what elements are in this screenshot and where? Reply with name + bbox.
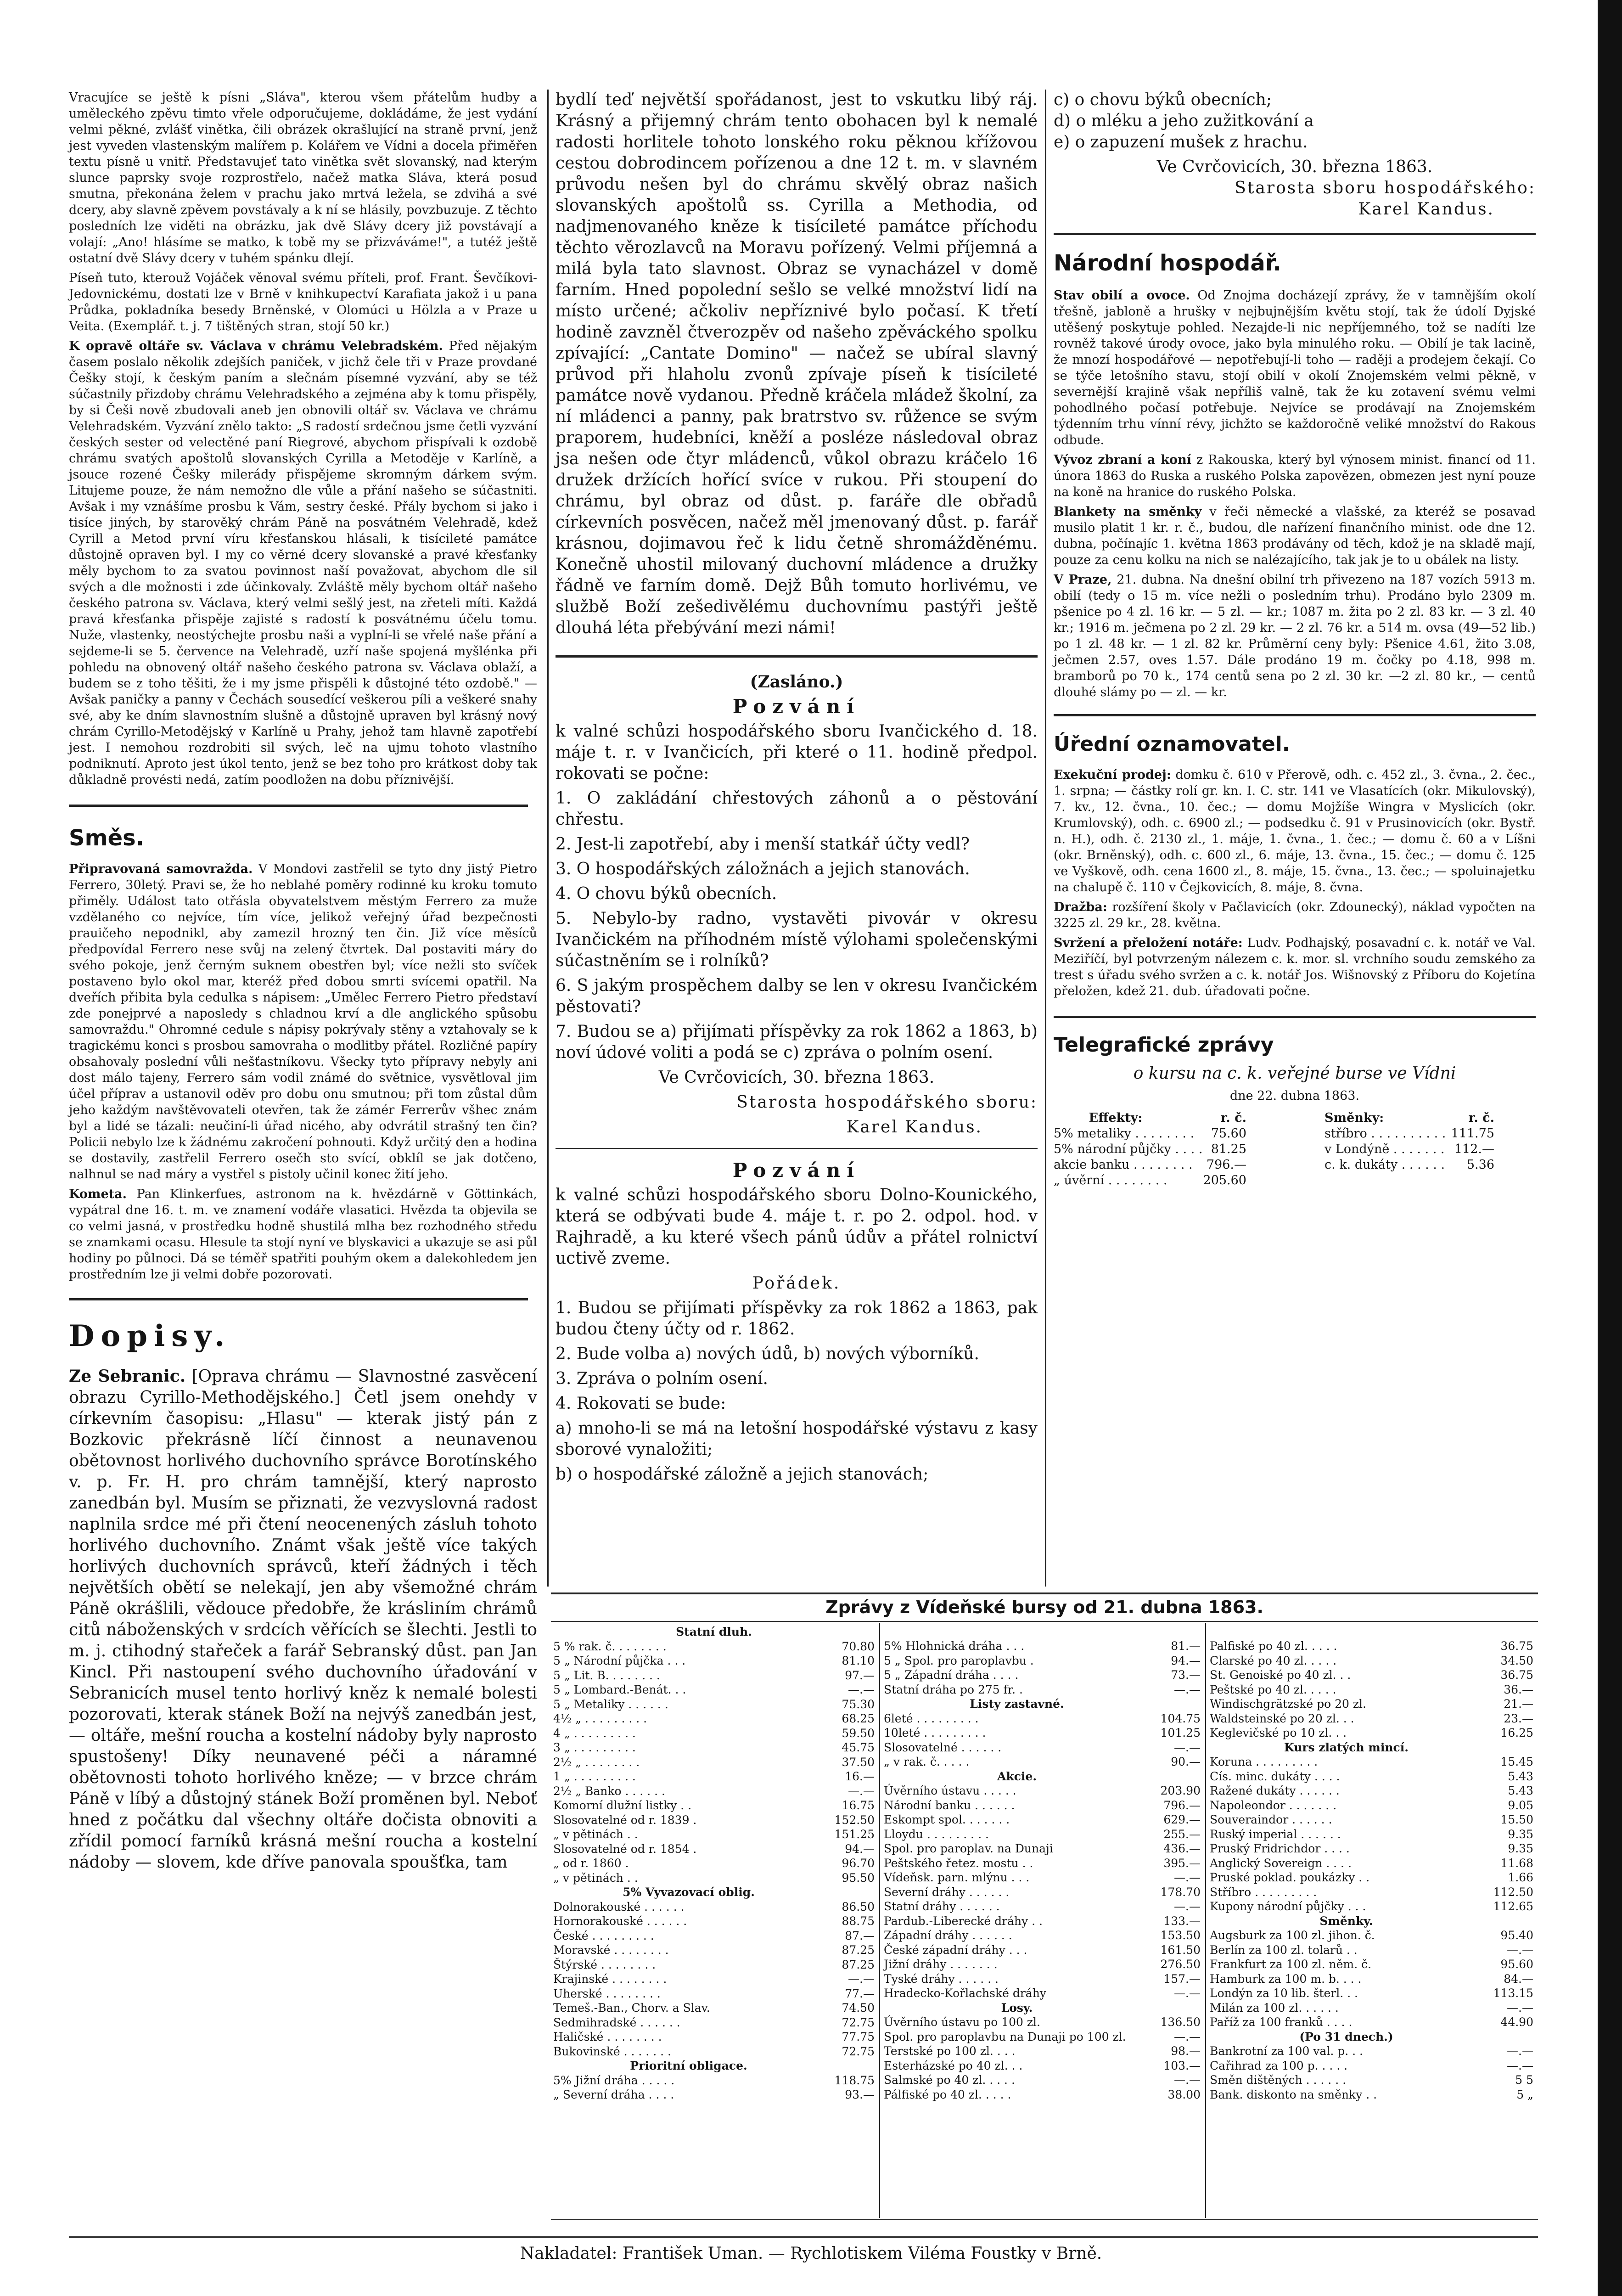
table-row: Severní dráhy . . . . . . 178.70: [884, 1885, 1201, 1899]
table-row: Spol. pro paroplavbu na Dunaji po 100 zl. —.—: [884, 2030, 1201, 2043]
column-1: [69, 90, 537, 1872]
table-row: 3 „ . . . . . . . . . 45.75: [553, 1741, 875, 1754]
bursa-column-3: [1210, 1639, 1533, 2102]
table-row: Esterházské po 40 zl. . . 103.—: [884, 2059, 1201, 2072]
table-row: Waldsteinské po 20 zl. . . 23.—: [1210, 1711, 1533, 1725]
list-item: 1. Budou se přijímati příspěvky za rok 1862 a 1863, pak budou čteny účty od r. 1862.: [556, 1299, 1038, 1339]
table-subheader: Akcie.: [997, 1769, 1037, 1783]
effects-table: [1054, 1110, 1292, 1188]
table-row: Peštského řetez. mostu . . 395.—: [884, 1856, 1201, 1870]
table-row: Úvěrního ústavu po 100 zl. 136.50: [884, 2015, 1201, 2029]
table-row: Úvěrního ústavu . . . . . 203.90: [884, 1784, 1201, 1797]
section-divider: [69, 805, 528, 807]
section-divider: [556, 655, 1038, 658]
article-paragraph: K opravě oltáře sv. Václava v chrámu Velebradském. Před nějakým časem poslalo několik zdejších paniček, v jichž čele tři v Praze provdané Češky stojí, k českým paním a slečnám písemné vyzvání, aby se též súčastnily přizdoby chrámu Velehradského a zejména aby k tomu přispěly, by si Češi nově zbudovali aneb jen obnovili oltář sv. Václava ve chrámu Velehradském. Vyzvání znělo takto: „S radostí srdečnou jsme četli vyzvání českých sester od velectěné paní Riegrové, abychom přispívali k ozdobě chrámu svatých apoštolů slovanských Cyrilla a Metoděje v Karlíně, a jsouce rozené Češky milerády přispějeme skromným dárkem svým. Litujeme pouze, že nám nemožno dle vůle a přání našeho se súčastniti. Avšak i my vznášíme prosbu k Vám, sestry české. Přály bychom si jako i tisíce jiných, by starověký chrám Páně na posvátném Velehradě, kdež Cyrill a Metod první víru křesťanskou hlásali, k tisícileté památce důstojně opraven byl. I my co věrné dcery slovanské a pravé křesťanky měly bychom to za svatou povinnost naší považovat, abychom dle sil svých a dle možnosti i zde účinkovaly. Zvláště měly bychom oltář našeho českého patrona sv. Václava, který velmi sešlý jest, na zřeteli míti. Každá pravá křesťanka přispěje zajisté s radostí k posvátnému účelu tomu. Nuže, vlastenky, neostýchejte prosbu naši a vyplní-li se vřelé naše přání a sejdeme-li se 5. července na Velehradě, uzří naše spojená myšlénka při pohledu na obnovený oltář našeho českého patrona sv. Václava oblaží, a budem se z toho těšiti, že i my jsme přispěli k důstojné této ozdobě." — Avšak paničky a panny v Čechách sousedící veškerou píli a veškeré snahy své, aby ke dním slavnostním slušně a důstojně upraven byl krásný nový chrám Cyrillo-Metodějský v Karlíně u Prahy, jehož tam hlavně zapotřebí jest. I nemohou rozdrobiti sil svých, leč na ujmu tohoto vlastního podniknutí. Aproto jest úkol tento, jenž se bez toho pro krátkost doby tak důkladně provésti nedá, zatím poodložen na dobu příznivější.: [69, 339, 537, 787]
article-paragraph: Stav obilí a ovoce. Od Znojma docházejí zprávy, že v tamnějším okolí třešně, jabloně a hrušky v nejbujnějším květu stojí, tak že údolí Dyjské utěšený poskytuje pohled. Nezajde-li nic nepříjemného, tož se nadíti lze rovněž takové úrody ovoce, jako byla minulého roku. — Obilí je tak lacině, že mnozí hospodářové — nepotřebují-li toho — raději a prodejem čekají. Co se týče letošního stavu, stojí obilí v okolí Znojemském velmi pěkně, v severnější krajině však nepříliš valně, tak že ku zotavení svému velmi pohodlného počasí potřebuje. Nejvíce se prodávají na Znojemském týdenním trhu vínní révy, jichžto se každoročně veliké množství do Rakous odbude.: [1054, 288, 1536, 447]
article-paragraph: Ze Sebranic. [Oprava chrámu — Slavnostné zasvěcení obrazu Cyrillo-Methodějského.] Četl jsem onehdy v církevním časopisu: „Hlasu" — kterak jistý pán z Bozkovic překrásně líčí činnost a neunavenou obětovnost horlivého duchovního správce Borotínského v. p. Fr. H. pro chrám tamnější, který naprosto zanedbán byl. Musím se přiznati, že vezvyslovná radost naplnila srdce mé při čtení neocenených zásluh tohoto horlivého duchovního. Známt však ještě více takých horlivých duchovních správců, kteří žádných i těch největších obětí se nelekají, jen aby všemožné chrám Páně okrášlili, vědouce předobře, že krásliním chrámů citů náboženských v srdcích věřících se šlechti. Jestli to m. j. ctihodný stařeček a farář Sebranský důst. pan Jan Kincl. Při nastoupení svého duchovního úřadování v Sebranicích musel tento horlivý kněz k nemalé bolesti pozorovati, kterak stánek Boží na nejvýš zanedbán jest, — oltáře, mešní roucha a kostelní nádoby byly naprosto spustošeny! Díky neunavené péči a náramné obětovnosti tohoto horlivého kněze; — v brzce chrám Páně v líbý a důstojný stánek Boží proměnen byl. Neboť hned z počátku dal všechny oltáře dočista obnoviti a zřídil pomocí farníků krásná mešní roucha a kostelní nádoby — slovem, kde dříve panovala spoušťka, tam: [69, 1367, 537, 1872]
telegraph-date: dne 22. dubna 1863.: [1229, 1089, 1360, 1103]
telegraph-table: [1054, 1110, 1536, 1188]
table-subheader: 5% Vyvazovací oblig.: [623, 1885, 755, 1899]
table-row: Londýn za 10 lib. šterl. . . 113.15: [1210, 1986, 1533, 2000]
table-row: 5 % rak. č. . . . . . . . 70.80: [553, 1639, 875, 1653]
table-row: Směn dištěných . . . . . . 5 5: [1210, 2073, 1533, 2087]
bursa-col-rule: [1205, 1623, 1206, 2218]
table-header: Effekty: r. č.: [1089, 1111, 1246, 1125]
list-item: 6. S jakým prospěchem dalby se len v okresu Ivančickém pěstovati?: [556, 976, 1038, 1016]
table-row: Kupony národní půjčky . . . 112.65: [1210, 1900, 1533, 1913]
column-rule: [1045, 90, 1046, 1587]
bursa-title: Zprávy z Vídeňské bursy od 21. dubna 1863.: [825, 1597, 1263, 1617]
article-heading: K opravě oltáře sv. Václava v chrámu Velebradském.: [69, 339, 443, 353]
table-row: Terstské po 100 zl. . . . 98.—: [884, 2044, 1201, 2058]
table-row: St. Genoiské po 40 zl. . . 36.75: [1210, 1668, 1533, 1682]
bills-table: [1292, 1110, 1522, 1188]
signature-role: Starosta hospodářského sboru:: [736, 1093, 1038, 1112]
table-row: Slosovatelné od r. 1839 . 152.50: [553, 1813, 875, 1827]
section-title-telegraficke-zpravy: Telegrafické zprávy: [1054, 1033, 1274, 1057]
list-item: c) o chovu býků obecních;: [1054, 90, 1272, 109]
table-row: 5 „ Národní půjčka . . . 81.10: [553, 1654, 875, 1667]
table-row: Slosovatelné . . . . . . —.—: [884, 1740, 1201, 1754]
article-paragraph: Vracujíce se ještě k písni „Sláva", kterou všem přátelům hudby a uměleckého zpěvu timto vřele odporučujeme, dokládáme, že jest vydání velmi pěkné, zvlášť vinětka, čili obrázek okrašlující na straně první, jenž jest vyveden vlastenským malířem p. Kolářem ve Vídni a docela přiměřen textu písně u vnitř. Představujeť tato vinětka svět slovanský, nad kterým slunce paprsky svoje rozprostřelo, načež matka Sláva, která posud smutna, překonána želem v prachu jako mrtvá ležela, se zdvihá a své dcery, aby slavně zpěvem povstávaly a k ní se hlásily, povzbuzuje. Z těchto posledních lze viděti na obrázku, jak dvě Slávy dcery již povstávají a volají: „Ano! hlásíme se matko, k tobě my se přizváváme!", a tutéž ještě ostatní dvě Slávy dcery v tuhém spánku dlejí.: [69, 90, 537, 265]
list-item: 3. O hospodářských záložnách a jejich stanovách.: [556, 860, 970, 878]
table-row: Pruský Fridrichdor . . . . 9.35: [1210, 1842, 1533, 1855]
table-row: Ruský imperial . . . . . . 9.35: [1210, 1827, 1533, 1841]
table-row: Statní dráha po 275 fr. . —.—: [884, 1683, 1201, 1696]
column-2: [556, 90, 1038, 1587]
table-row: Bankrotní za 100 val. p. . . —.—: [1210, 2044, 1533, 2058]
table-row: Napoleondor . . . . . . . 9.05: [1210, 1798, 1533, 1812]
table-row: Pardub.-Liberecké dráhy . . 133.—: [884, 1914, 1201, 1928]
article-paragraph: Připravovaná samovražda. V Mondovi zastřelil se tyto dny jistý Pietro Ferrero, 30letý. Pravi se, že ho neblahé poměry rodinné ku kroku tomuto přiměly. Událost tato otřásla obyvatelstvem městým Ferrero za muže vzdělaného co nejvíce, tím více, jelikož veřejný úřad bezpečnosti prauičeho nepodnikl, aby zamezil hrozný ten čin. Již více měsíců předpovídal Ferrero nese svůj na zelený čtvrtek. Dal postaviti máry do svého pokoje, jenž černým suknem obestřen byl; více nežli sto svíček postaveno bylo okol mar, kteréž před dobou smrti svícemi opatřil. Na dveřích přibita byla cedulka s nápisem: „Umělec Ferrero Pietro představí zde ponejprvé a naposledy s chladnou krví a dle anglického spůsobu samovraždu." Ohromné cedule s nápisy pokrývaly stěny a vztahovaly se k tragickému konci s prosbou samovraha o modlitby přátel. Rozličné papíry obsahovaly poslední vůli nešťastníkovu. Všecky tyto přípravy nebyly ani dost málo tajeny, Ferrero sám vodil známé do světnice, vysvětloval jim účel příprav a ustanovil oděv pro dobu onu smutnou; při tom zůstal dům jeho každým navštěvovateli otevřen, tak že zámér Ferrerův všhec znám byl a lidé se tázali: neučiní-li úřad nicého, aby odvrátil strašný ten čin? Policii nebylo lze k žádnému zakročení pohnouti. Když určitý den a hodina se dostavily, zastřelil Ferrero osečh sto svící, obklíl se jak dotčeno, nalhnul se nad máry a vystřel s pistoly učinil konec žití jeho.: [69, 862, 537, 1182]
invitation-items: [556, 788, 1038, 1064]
table-row: Bank. diskonto na směnky . . 5 „: [1210, 2088, 1533, 2101]
table-row: Koruna . . . . . . . . . 15.45: [1210, 1755, 1533, 1768]
table-row: Eskompt spol. . . . . . . 629.—: [884, 1813, 1201, 1826]
scan-edge: [1598, 0, 1622, 2296]
table-row: „ od r. 1860 . 96.70: [553, 1857, 875, 1870]
list-item: e) o zapuzení mušek z hrachu.: [1054, 133, 1308, 152]
invitation-intro: k valné schůzi hospodářského sboru Ivančického d. 18. máje t. r. v Ivančicích, při které o 11. hodině předpol. rokovati se počne:: [556, 722, 1038, 783]
table-row: 5 „ Spol. pro paroplavbu . 94.—: [884, 1654, 1201, 1667]
article-paragraph: Kometa. Pan Klinkerfues, astronom na k. hvězdárně v Göttinkách, vypátral dne 16. t. m. ve znamení vodáře vlasatici. Hvězda ta objevila se co velmi jasná, v prostředku hodně shustilá mlha bez rozhodného středu se znamkami ocasu. Hlesule ta stojí nyní ve blyskavici a ukazuje se asi půl hodiny po půlnoci. Dá se téměř spatřiti pouhým okem a dalekohledem jen prostředním lze ji velmi dobře pozorovati.: [69, 1187, 537, 1282]
place-date: Ve Cvrčovicích, 30. března 1863.: [658, 1068, 935, 1087]
table-row: Milán za 100 zl. . . . . . —.—: [1210, 2001, 1533, 2015]
table-row: Berlín za 100 zl. tolarů . . —.—: [1210, 1943, 1533, 1957]
article-paragraph: Exekuční prodej: domku č. 610 v Přerově, odh. c. 452 zl., 3. čvna., 2. čec., 1. srpna; — částky rolí gr. kn. I. C. str. 141 ve Vlasatících (okr. Mikulovský), 7. kv., 12. čvna., 10. čec.; — domu Mojžíše Wingra v Myslicích (okr. Krumlovský), odh. c. 6900 zl.; — podsedku č. 91 v Prusinovicích (okr. Bystř. n. H.), odh. č. 2130 zl., 1. máje, 1. čvna., 1. čec.; — domu č. 60 a v Líšni (okr. Brněnský), odh. c. 600 zl., 6. máje, 13. čvna., 15. čec.; — domu č. 125 ve Vyškově, odh. cena 1600 zl., 8. máje, 15. čvna., 13. čec.; — spoluinajetku na chalupě č. 110 v Čejkovicích, 8. máje, 8. čvna.: [1054, 768, 1536, 895]
table-row: Augsburk za 100 zl. jihon. č. 95.40: [1210, 1929, 1533, 1942]
table-row: Windischgrätzské po 20 zl. 21.—: [1210, 1697, 1533, 1711]
table-row: Národní banku . . . . . . 796.—: [884, 1798, 1201, 1812]
table-row: Cařihrad za 100 p. . . . . —.—: [1210, 2059, 1533, 2072]
table-row: 10leté . . . . . . . . . 101.25: [884, 1726, 1201, 1739]
signature-role: Starosta sboru hospodářského:: [1235, 179, 1536, 197]
table-subheader: (Po 31 dnech.): [1299, 2030, 1393, 2043]
table-row: Ražené dukáty . . . . . . 5.43: [1210, 1784, 1533, 1797]
zaslano-label: (Zasláno.): [750, 672, 843, 692]
table-row: „ v rak. č. . . . . 90.—: [884, 1755, 1201, 1768]
table-row: „ v pětinách . . 151.25: [553, 1828, 875, 1841]
table-row: 4½ „ . . . . . . . . . 68.25: [553, 1712, 875, 1725]
table-row: 4 „ . . . . . . . . . 59.50: [553, 1726, 875, 1740]
table-row: Anglický Sovereign . . . . 11.68: [1210, 1856, 1533, 1870]
section-title-narodni-hospodar: Národní hospodář.: [1054, 250, 1281, 276]
table-row: 5% metaliky . . . . . . . . 75.60: [1054, 1126, 1246, 1141]
bursa-bottom-rule: [551, 2219, 1538, 2220]
table-row: Spol. pro paroplav. na Dunaji 436.—: [884, 1842, 1201, 1855]
section-divider: [69, 1298, 528, 1300]
table-row: Pruské poklad. poukázky . . 1.66: [1210, 1871, 1533, 1884]
table-row: Západní dráhy . . . . . . 153.50: [884, 1929, 1201, 1942]
table-subheader: Směnky.: [1319, 1914, 1373, 1928]
table-row: Vídeňsk. parn. mlýnu . . . —.—: [884, 1871, 1201, 1884]
table-row: Pálfiské po 40 zl. . . . . 38.00: [884, 2088, 1201, 2101]
table-row: „ Severní dráha . . . . 93.—: [553, 2088, 875, 2101]
signature-name: Karel Kandus.: [1358, 200, 1494, 219]
section-divider: [1054, 233, 1536, 235]
table-row: Peštské po 40 zl. . . . . 36.—: [1210, 1683, 1533, 1696]
table-subheader: Listy zastavné.: [970, 1697, 1064, 1711]
table-row: Sedmihradské . . . . . . 72.75: [553, 2015, 875, 2029]
table-row: Bukovinské . . . . . . . 72.75: [553, 2044, 875, 2058]
list-item: 4. O chovu býků obecních.: [556, 884, 777, 903]
article-paragraph: Svržení a přeložení notáře: Ludv. Podhajský, posavadní c. k. notář ve Val. Meziříčí, byl potvrzeným nálezem c. k. mor. sl. vrchního soudu zemského za trest s úřadu svého svržen a c. k. notář Jos. Wišnovský z Příboru do Kojetína přeložen, kdež 21. dub. úřadovati počne.: [1054, 936, 1536, 998]
table-row: Statní dráhy . . . . . . —.—: [884, 1900, 1201, 1913]
table-row: Temeš.-Ban., Chorv. a Slav. 74.50: [553, 2001, 875, 2015]
section-divider: [556, 1148, 1038, 1149]
table-row: v Londýně . . . . . . . 112.—: [1325, 1142, 1494, 1156]
article-paragraph: Vývoz zbraní a koní z Rakouska, který byl výnosem minist. financí od 11. února 1863 do Ruska a ruského Polska zapovězen, obmezen jest nyní pouze na koně na hranice do ruského Polska.: [1054, 453, 1536, 499]
list-item: 7. Budou se a) přijímati příspěvky za rok 1862 a 1863, b) noví údové voliti a podá se c) zpráva o polním osení.: [556, 1022, 1038, 1062]
signature-name: Karel Kandus.: [846, 1118, 982, 1137]
bursa-top-rule: [551, 1593, 1538, 1594]
table-row: 2½ „ . . . . . . . . 37.50: [553, 1755, 875, 1769]
article-paragraph: Blankety na směnky v řeči německé a vlašské, za kteréž se posavad musilo platit 1 kr. r. č., budou, dle nařízení finančního minist. ode dne 12. dubna, počínajíc 1. května 1863 prodávány od těch, kdož je na skladě mají, pouze za cenu kolku na nich se nalézajícího, tak jak je to u obálek na listy.: [1054, 505, 1536, 567]
table-row: 6leté . . . . . . . . . 104.75: [884, 1711, 1201, 1725]
table-header: Statní dluh.: [676, 1625, 752, 1638]
list-item: d) o mléku a jeho zužitkování a: [1054, 112, 1314, 130]
bursa-column-1: [553, 1625, 875, 2102]
bursa-col-rule: [879, 1623, 880, 2218]
bursa-title-rule: [551, 1621, 1538, 1622]
section-title-uredni-oznamovatel: Úřední oznamovatel.: [1054, 732, 1290, 756]
table-row: Slosovatelné od r. 1854 . 94.—: [553, 1842, 875, 1856]
list-item: 4. Rokovati se bude:: [556, 1394, 726, 1413]
table-row: 5 „ Metaliky . . . . . . 75.30: [553, 1697, 875, 1711]
table-row: Lloydu . . . . . . . . . 255.—: [884, 1827, 1201, 1841]
bursa-column-2: [884, 1639, 1201, 2102]
table-row: 5% Jižní dráha . . . . . 118.75: [553, 2073, 875, 2087]
place-date: Ve Cvrčovicích, 30. března 1863.: [1156, 158, 1433, 176]
list-item: a) mnoho-li se má na letošní hospodářské výstavu z kasy sborové vynaložiti;: [556, 1419, 1038, 1459]
list-item: 3. Zpráva o polním osení.: [556, 1369, 768, 1388]
table-row: Jižní dráhy . . . . . . . 276.50: [884, 1958, 1201, 1971]
invitation-title: Pozvání: [732, 695, 861, 718]
column-3: [1054, 90, 1536, 1587]
table-row: Paříž za 100 franků . . . . 44.90: [1210, 2015, 1533, 2029]
table-row: Cís. minc. dukáty . . . . 5.43: [1210, 1769, 1533, 1783]
article-paragraph: bydlí teď největší spořádanost, jest to vskutku libý ráj. Krásný a přijemný chrám tento obohacen byl k nemalé radosti horlitele tohoto lonského roku pěknou křížovou cestou dobrodincem pořízenou a dne 12 t. m. v slavném průvodu nešen byl do chrámu skvělý obraz našich slovanských apoštolů ss. Cyrilla a Methodia, od nadjmenovaného kněze k tisícileté památce příchodu těchto věrozlavců na Moravu pořízený. Velmi příjemná a milá byla tato slavnost. Obraz se vynacházel v domě farním. Hned popolední sešlo se velké množství lidí na místo určené; ačkoliv nepříznivé bylo počasí. K třetí hodině zavzněl čtverozpěv od našeho zpěváckého spolku zpívající: „Cantate Domino" — načež se ubíral slavný průvod při hlaholu zvonů zpívaje píseň k tisícileté památce nově vydanou. Předně kráčela mládež školní, za ní mládenci a panny, pak bratrstvo sv. růžence se svým praporem, hudebníci, kněží a posléze následoval obraz jsa nešen ode čtyr mládenců, vůkol obrazu kráčelo 16 družek držících hořící svíce v rukou. Při stoupení do chrámu, byl obraz od důst. p. faráře dle obřadů církevních posvěcen, načež měl jmenovaný důst. p. farář krásnou, dojimavou řeč k lidu četně shromážděnému. Konečně uhostil milovaný duchovní mládence a družky řádně ve farním domě. Dejž Bůh tomuto horlivému, ve službě Boží zešedivělému duchovnímu pastýři ještě dlouhá léta přebývání mezi námi!: [556, 90, 1038, 637]
invitation-intro: k valné schůzi hospodářského sboru Dolno-Kounického, která se odbývati bude 4. máje t. r. po 2. odpol. hod. v Rajhradě, a ku které všech pánů údův a přátel rolnictví uctivě zveme.: [556, 1186, 1038, 1268]
table-row: 5 „ Lit. B. . . . . . . . 97.—: [553, 1668, 875, 1682]
table-row: Tyské dráhy . . . . . . 157.—: [884, 1972, 1201, 1986]
section-divider: [1054, 1016, 1536, 1018]
table-row: Moravské . . . . . . . . 87.25: [553, 1943, 875, 1957]
list-item: 1. O zakládání chřestových záhonů a o pěstování chřestu.: [556, 789, 1038, 829]
table-row: Štýrské . . . . . . . . 87.25: [553, 1958, 875, 1971]
table-row: stříbro . . . . . . . . . . 111.75: [1325, 1126, 1494, 1141]
table-row: České západní dráhy . . . 161.50: [884, 1943, 1201, 1957]
section-title-smes: Směs.: [69, 825, 144, 851]
invitation-title: Pozvání: [732, 1159, 861, 1182]
table-row: 5% národní půjčky . . . . 81.25: [1054, 1142, 1246, 1156]
table-row: Stříbro . . . . . . . . . 112.50: [1210, 1885, 1533, 1899]
table-row: „ úvěrní . . . . . . . . 205.60: [1054, 1173, 1246, 1187]
table-row: 1 „ . . . . . . . . . 16.—: [553, 1770, 875, 1783]
table-row: 5 „ Západní dráha . . . . 73.—: [884, 1668, 1201, 1682]
section-divider: [1054, 714, 1536, 716]
list-item: 2. Bude volba a) nových údů, b) nových výborníků.: [556, 1345, 979, 1363]
table-header: Směnky: r. č.: [1325, 1111, 1494, 1125]
article-paragraph: Dražba: rozšíření školy v Pačlavicích (okr. Zdounecký), náklad vypočten na 3225 zl. 29 kr., 28. května.: [1054, 900, 1536, 930]
table-row: c. k. dukáty . . . . . . 5.36: [1325, 1158, 1494, 1172]
table-row: Souveraindor . . . . . . 15.50: [1210, 1813, 1533, 1826]
list-item: b) o hospodářské záložně a jejich stanovách;: [556, 1465, 929, 1484]
table-row: Haličské . . . . . . . . 77.75: [553, 2030, 875, 2043]
table-row: Frankfurt za 100 zl. něm. č. 95.60: [1210, 1958, 1533, 1971]
table-row: akcie banku . . . . . . . . 796.—: [1054, 1158, 1246, 1172]
table-row: 2½ „ Banko . . . . . . —.—: [553, 1784, 875, 1798]
telegraph-subtitle: o kursu na c. k. veřejné burse ve Vídni: [1133, 1064, 1456, 1083]
table-row: Hamburk za 100 m. b. . . . 84.—: [1210, 1972, 1533, 1986]
table-row: 5 „ Lombard.-Benát. . . —.—: [553, 1683, 875, 1696]
table-subheader: Prioritní obligace.: [630, 2059, 747, 2072]
publisher-footer: Nakladatel: František Uman. — Rychlotiskem Viléma Foustky v Brně.: [520, 2244, 1102, 2263]
article-paragraph: V Praze, 21. dubna. Na dnešní obilní trh přivezeno na 187 vozích 5913 m. obilí (tedy o 15 m. více nežli o posledním trhu). Prodáno bylo 2309 m. pšenice po 4 zl. 16 kr. — 5 zl. — kr.; 1087 m. žita po 2 zl. 83 kr. — 3 zl. 40 kr.; 1916 m. ječmena po 2 zl. 29 kr. — 2 zl. 76 kr. a 514 m. ovsa (49—52 lib.) po 1 zl. 48 kr. — 1 zl. 82 kr. Průměrní ceny byly: Pšenice 4.61, žito 3.08, ječmen 2.57, oves 1.57. Dále prodáno 19 m. čočky po 4.18, 998 m. bramborů po 70 k., 174 centů sena po 2 zl. 30 kr. —2 zl. 80 kr., — centů dlouhé slámy po — zl. — kr.: [1054, 573, 1536, 699]
table-row: „ v pětinách . . 95.50: [553, 1871, 875, 1885]
table-row: Krajinské . . . . . . . . —.—: [553, 1972, 875, 1986]
table-row: Salmské po 40 zl. . . . . —.—: [884, 2073, 1201, 2087]
table-subheader: Losy.: [1001, 2001, 1033, 2015]
table-row: Hradecko-Kořlachské dráhy —.—: [884, 1986, 1201, 2000]
table-row: Palfiské po 40 zl. . . . . 36.75: [1210, 1639, 1533, 1653]
footer-rule: [69, 2236, 1538, 2238]
table-row: Dolnorakouské . . . . . . 86.50: [553, 1900, 875, 1913]
table-row: Clarské po 40 zl. . . . . 34.50: [1210, 1654, 1533, 1667]
column-rule: [547, 90, 549, 1587]
table-subheader: Kurs zlatých mincí.: [1284, 1740, 1409, 1754]
list-item: 2. Jest-li zapotřebí, aby i menší statkář účty vedl?: [556, 835, 970, 854]
table-row: 5% Hlohnická dráha . . . 81.—: [884, 1639, 1201, 1653]
agenda-title: Pořádek.: [752, 1274, 841, 1293]
table-row: Komorní dlužní listky . . 16.75: [553, 1799, 875, 1812]
table-row: Hornorakouské . . . . . . 88.75: [553, 1914, 875, 1928]
article-paragraph: Píseň tuto, kterouž Vojáček věnoval svému příteli, prof. Frant. Ševčíkovi-Jedovnickému, dostati lze v Brně v knihkupectví Karafiata jakož i u pana Průdka, pokladníka besedy Brněnské, v Olomúci u Hölzla a v Praze u Veita. (Exemplář. t. j. 7 tištěných stran, stojí 50 kr.): [69, 271, 537, 333]
table-row: Keglevičské po 10 zl. . . 16.25: [1210, 1726, 1533, 1739]
section-title-dopisy: Dopisy.: [69, 1319, 231, 1353]
list-item: 5. Nebylo-by radno, vystavěti pivovár v okresu Ivančickém na příhodném místě výlohami společenskými súčastněním se i rolníků?: [556, 909, 1038, 970]
table-row: Uherské . . . . . . . . 77.—: [553, 1986, 875, 2000]
table-row: České . . . . . . . . . 87.—: [553, 1929, 875, 1942]
